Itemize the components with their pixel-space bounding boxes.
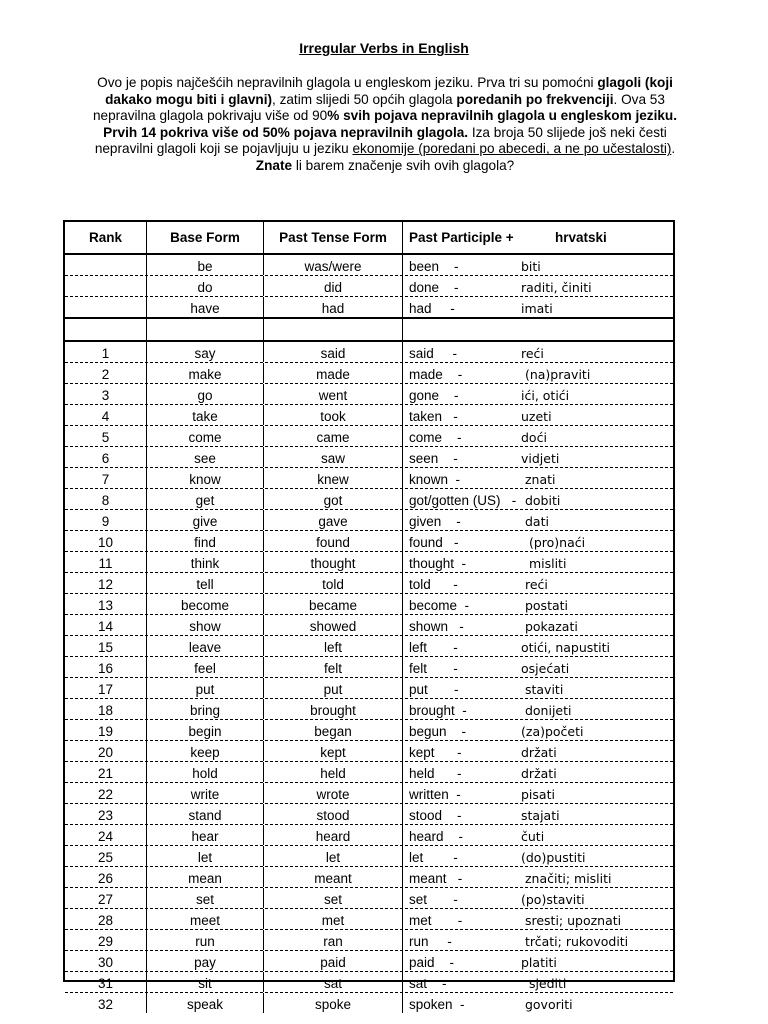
past-tense-cell: said [264, 342, 403, 362]
past-tense-cell: found [264, 531, 403, 551]
participle-cell [403, 255, 673, 275]
past-cell [264, 319, 403, 340]
frequent-verbs-group [65, 342, 673, 1013]
base-form-cell: give [147, 510, 264, 530]
participle-cell [403, 384, 673, 404]
participle-cell [403, 405, 673, 425]
base-form-cell: leave [147, 636, 264, 656]
participle-cell [403, 297, 673, 317]
past-participle-text: seen - [409, 451, 458, 466]
croatian-meaning-text: (pro)naći [521, 535, 586, 550]
past-participle-text: come - [409, 430, 462, 445]
base-form-cell: begin [147, 720, 264, 740]
base-form-cell: find [147, 531, 264, 551]
past-tense-cell: wrote [264, 783, 403, 803]
rank-cell: 9 [65, 510, 147, 530]
past-tense-cell: stood [264, 804, 403, 824]
rank-cell: 14 [65, 615, 147, 635]
croatian-meaning-text: platiti [521, 955, 557, 970]
past-tense-cell: showed [264, 615, 403, 635]
croatian-meaning-text: vidjeti [521, 451, 560, 466]
rank-cell: 4 [65, 405, 147, 425]
table-row [65, 510, 673, 531]
croatian-meaning-text: uzeti [521, 409, 552, 424]
past-tense-cell: heard [264, 825, 403, 845]
past-participle-text: set - [409, 892, 458, 907]
base-form-cell: come [147, 426, 264, 446]
croatian-meaning-text: trčati; rukovoditi [521, 934, 629, 949]
base-form-cell: let [147, 846, 264, 866]
rank-cell: 8 [65, 489, 147, 509]
table-row [65, 255, 673, 276]
croatian-meaning-text: raditi, činiti [521, 280, 592, 295]
table-row [65, 297, 673, 317]
croatian-meaning-text: misliti [521, 556, 567, 571]
past-tense-cell: ran [264, 930, 403, 950]
base-form-cell: meet [147, 909, 264, 929]
base-form-cell: write [147, 783, 264, 803]
rank-cell: 13 [65, 594, 147, 614]
intro-bold: glagoli (koji dakako mogu biti i glavni) [105, 75, 673, 107]
document-title: Irregular Verbs in English [299, 40, 469, 56]
base-form-cell: take [147, 405, 264, 425]
rank-cell: 22 [65, 783, 147, 803]
base-form-cell: set [147, 888, 264, 908]
rank-cell: 25 [65, 846, 147, 866]
croatian-meaning-text: donijeti [521, 703, 572, 718]
past-participle-text: begun - [409, 724, 467, 739]
base-form-cell: run [147, 930, 264, 950]
croatian-meaning-text: pisati [521, 787, 555, 802]
base-form-cell: say [147, 342, 264, 362]
participle-cell [403, 319, 673, 340]
past-tense-cell: sat [264, 972, 403, 992]
participle-cell [403, 531, 673, 551]
croatian-meaning-text: (po)staviti [521, 892, 585, 907]
base-form-cell: tell [147, 573, 264, 593]
rank-cell: 28 [65, 909, 147, 929]
rank-cell: 32 [65, 993, 147, 1013]
past-tense-cell: let [264, 846, 403, 866]
base-form-cell: do [147, 276, 264, 296]
past-tense-cell: began [264, 720, 403, 740]
croatian-meaning-text: stajati [521, 808, 560, 823]
croatian-meaning-text: imati [521, 301, 553, 316]
croatian-meaning-text: sresti; upoznati [521, 913, 622, 928]
past-participle-text: told - [409, 577, 458, 592]
intro-text: . [671, 141, 676, 157]
past-tense-cell: thought [264, 552, 403, 572]
table-row [65, 342, 673, 363]
past-participle-text: stood - [409, 808, 462, 823]
participle-cell [403, 846, 673, 866]
base-form-cell: hold [147, 762, 264, 782]
croatian-meaning-text: dati [521, 514, 549, 529]
participle-cell [403, 930, 673, 950]
table-row [65, 573, 673, 594]
participle-cell [403, 783, 673, 803]
past-participle-text: got/gotten (US) - [409, 493, 517, 508]
participle-cell [403, 447, 673, 467]
table-row [65, 594, 673, 615]
table-row [65, 699, 673, 720]
past-tense-cell: took [264, 405, 403, 425]
past-tense-cell: went [264, 384, 403, 404]
auxiliary-verbs-group [65, 255, 673, 319]
past-tense-cell: paid [264, 951, 403, 971]
past-participle-text: said - [409, 346, 458, 361]
table-row [65, 384, 673, 405]
table-row [65, 678, 673, 699]
participle-cell [403, 636, 673, 656]
past-tense-cell: made [264, 363, 403, 383]
participle-cell [403, 825, 673, 845]
intro-bold: Znate [255, 157, 293, 173]
past-tense-cell: saw [264, 447, 403, 467]
base-form-cell: have [147, 297, 264, 317]
base-form-cell: go [147, 384, 264, 404]
rank-cell [65, 297, 147, 317]
past-participle-text: become - [409, 598, 470, 613]
croatian-meaning-text: govoriti [521, 997, 573, 1012]
table-row [65, 489, 673, 510]
table-row [65, 972, 673, 993]
table-row [65, 993, 673, 1013]
croatian-meaning-text: osjećati [521, 661, 570, 676]
participle-cell [403, 657, 673, 677]
past-tense-cell: became [264, 594, 403, 614]
past-tense-cell: held [264, 762, 403, 782]
table-row [65, 888, 673, 909]
rank-cell: 16 [65, 657, 147, 677]
table-row [65, 867, 673, 888]
past-tense-cell: kept [264, 741, 403, 761]
table-row [65, 930, 673, 951]
participle-cell [403, 363, 673, 383]
base-form-cell: bring [147, 699, 264, 719]
rank-cell: 2 [65, 363, 147, 383]
past-participle-text: run - [409, 934, 452, 949]
croatian-meaning-text: reći [521, 577, 548, 592]
table-row [65, 363, 673, 384]
croatian-meaning-text: reći [521, 346, 544, 361]
base-form-cell: mean [147, 867, 264, 887]
croatian-meaning-text: otići, napustiti [521, 640, 611, 655]
past-tense-cell: told [264, 573, 403, 593]
base-form-cell: see [147, 447, 264, 467]
participle-cell [403, 699, 673, 719]
past-tense-cell: felt [264, 657, 403, 677]
past-participle-text: taken - [409, 409, 458, 424]
participle-cell [403, 741, 673, 761]
past-participle-text: paid - [409, 955, 455, 970]
intro-text: , zatim slijedi 50 općih glagola [272, 91, 457, 107]
past-participle-text: made - [409, 367, 463, 382]
participle-cell [403, 867, 673, 887]
participle-cell [403, 888, 673, 908]
past-tense-cell: was/were [264, 255, 403, 275]
past-participle-text: brought - [409, 703, 467, 718]
intro-bold: % svih pojava nepravilnih glagola u engleskom jeziku. Prvih 14 pokriva više od 50% pojava nepravilnih glagola. [103, 108, 678, 140]
table-row [65, 405, 673, 426]
croatian-meaning-text: doći [521, 430, 547, 445]
header-rank: Rank [65, 222, 147, 253]
rank-cell: 27 [65, 888, 147, 908]
header-hrvatski: hrvatski [555, 230, 607, 245]
past-participle-text: sat - [409, 976, 447, 991]
past-tense-cell: put [264, 678, 403, 698]
intro-bold: poredanih po frekvenciji [456, 91, 614, 107]
croatian-meaning-text: (do)pustiti [521, 850, 586, 865]
base-form-cell: become [147, 594, 264, 614]
table-row [65, 825, 673, 846]
intro-text: Iza broja 50 slijede još neki česti nepravilni glagoli koji se pojavljuju u jeziku [94, 124, 667, 157]
participle-cell [403, 951, 673, 971]
intro-underline: ekonomije (poredani po abecedi, a ne po učestalosti) [352, 141, 672, 157]
croatian-meaning-text: (na)praviti [521, 367, 591, 382]
table-row [65, 552, 673, 573]
participle-cell [403, 468, 673, 488]
rank-cell: 30 [65, 951, 147, 971]
base-form-cell: think [147, 552, 264, 572]
base-form-cell: stand [147, 804, 264, 824]
croatian-meaning-text: dobiti [521, 493, 561, 508]
base-form-cell: show [147, 615, 264, 635]
past-tense-cell: set [264, 888, 403, 908]
base-cell [147, 319, 264, 340]
past-tense-cell: brought [264, 699, 403, 719]
table-row [65, 762, 673, 783]
table-row [65, 636, 673, 657]
past-participle-text: met - [409, 913, 463, 928]
base-form-cell: get [147, 489, 264, 509]
past-tense-cell: got [264, 489, 403, 509]
past-tense-cell: knew [264, 468, 403, 488]
rank-cell: 23 [65, 804, 147, 824]
base-form-cell: make [147, 363, 264, 383]
croatian-meaning-text: držati [521, 745, 557, 760]
rank-cell [65, 255, 147, 275]
participle-cell [403, 489, 673, 509]
rank-cell: 20 [65, 741, 147, 761]
base-form-cell: hear [147, 825, 264, 845]
rank-cell: 1 [65, 342, 147, 362]
participle-cell [403, 426, 673, 446]
participle-cell [403, 510, 673, 530]
past-tense-cell: met [264, 909, 403, 929]
participle-cell [403, 276, 673, 296]
header-participle-hrvatski [403, 222, 673, 253]
past-participle-text: found - [409, 535, 459, 550]
table-row [65, 276, 673, 297]
croatian-meaning-text: držati [521, 766, 557, 781]
past-participle-text: shown - [409, 619, 464, 634]
base-form-cell: know [147, 468, 264, 488]
past-participle-text: heard - [409, 829, 464, 844]
rank-cell: 24 [65, 825, 147, 845]
croatian-meaning-text: čuti [521, 829, 545, 844]
croatian-meaning-text: pokazati [521, 619, 578, 634]
rank-cell: 31 [65, 972, 147, 992]
table-row [65, 468, 673, 489]
past-participle-text: left - [409, 640, 458, 655]
participle-cell [403, 720, 673, 740]
table-row [65, 531, 673, 552]
rank-cell: 3 [65, 384, 147, 404]
rank-cell: 21 [65, 762, 147, 782]
participle-cell [403, 972, 673, 992]
table-row [65, 909, 673, 930]
table-row [65, 615, 673, 636]
rank-cell: 18 [65, 699, 147, 719]
participle-cell [403, 552, 673, 572]
header-base-form: Base Form [147, 222, 264, 253]
past-participle-text: spoken - [409, 997, 465, 1012]
header-past-tense: Past Tense Form [264, 222, 403, 253]
croatian-meaning-text: značiti; misliti [521, 871, 612, 886]
participle-cell [403, 678, 673, 698]
past-participle-text: gone - [409, 388, 459, 403]
past-participle-text: been - [409, 259, 459, 274]
past-participle-text: done - [409, 280, 459, 295]
base-form-cell: keep [147, 741, 264, 761]
rank-cell: 5 [65, 426, 147, 446]
rank-cell: 26 [65, 867, 147, 887]
past-participle-text: had - [409, 301, 455, 316]
base-form-cell: speak [147, 993, 264, 1013]
croatian-meaning-text: (za)početi [521, 724, 584, 739]
rank-cell: 15 [65, 636, 147, 656]
rank-cell: 17 [65, 678, 147, 698]
rank-cell: 10 [65, 531, 147, 551]
croatian-meaning-text: postati [521, 598, 569, 613]
base-form-cell: pay [147, 951, 264, 971]
table-row [65, 783, 673, 804]
croatian-meaning-text: staviti [521, 682, 564, 697]
rank-cell [65, 319, 147, 340]
croatian-meaning-text: sjediti [521, 976, 567, 991]
participle-cell [403, 993, 673, 1013]
intro-paragraph [75, 75, 695, 175]
header-past-participle: Past Participle + [409, 230, 514, 245]
past-participle-text: meant - [409, 871, 463, 886]
past-participle-text: felt - [409, 661, 458, 676]
rank-cell: 12 [65, 573, 147, 593]
base-form-cell: sit [147, 972, 264, 992]
participle-cell [403, 342, 673, 362]
past-participle-text: thought - [409, 556, 467, 571]
base-form-cell: put [147, 678, 264, 698]
participle-cell [403, 909, 673, 929]
table-row [65, 846, 673, 867]
past-participle-text: let - [409, 850, 458, 865]
participle-cell [403, 573, 673, 593]
rank-cell: 7 [65, 468, 147, 488]
participle-cell [403, 762, 673, 782]
past-tense-cell: spoke [264, 993, 403, 1013]
past-tense-cell: did [264, 276, 403, 296]
past-tense-cell: meant [264, 867, 403, 887]
table-header [65, 222, 673, 255]
past-participle-text: kept - [409, 745, 462, 760]
rank-cell [65, 276, 147, 296]
past-tense-cell: had [264, 297, 403, 317]
participle-cell [403, 804, 673, 824]
croatian-meaning-text: znati [521, 472, 556, 487]
intro-text: . Ova 53 nepravilna glagola pokrivaju više od 90 [92, 91, 665, 124]
past-participle-text: put - [409, 682, 459, 697]
past-participle-text: held - [409, 766, 462, 781]
past-tense-cell: gave [264, 510, 403, 530]
base-form-cell: be [147, 255, 264, 275]
spacer-group [65, 319, 673, 342]
past-tense-cell: came [264, 426, 403, 446]
rank-cell: 19 [65, 720, 147, 740]
croatian-meaning-text: biti [521, 259, 541, 274]
table-row [65, 426, 673, 447]
past-participle-text: given - [409, 514, 461, 529]
rank-cell: 6 [65, 447, 147, 467]
participle-cell [403, 615, 673, 635]
intro-text: Ovo je popis najčešćih nepravilnih glagola u engleskom jeziku. Prva tri su pomoćni [97, 75, 598, 90]
past-participle-text: written - [409, 787, 461, 802]
rank-cell: 11 [65, 552, 147, 572]
base-form-cell: feel [147, 657, 264, 677]
participle-cell [403, 594, 673, 614]
table-row [65, 720, 673, 741]
past-tense-cell: left [264, 636, 403, 656]
rank-cell: 29 [65, 930, 147, 950]
table-row [65, 804, 673, 825]
table-row [65, 951, 673, 972]
table-row [65, 741, 673, 762]
verbs-table [63, 220, 675, 1012]
croatian-meaning-text: ići, otići [521, 388, 570, 403]
table-row [65, 447, 673, 468]
table-row [65, 657, 673, 678]
intro-text: li barem značenje svih ovih glagola? [292, 157, 515, 173]
past-participle-text: known - [409, 472, 461, 487]
table-row [65, 319, 673, 340]
